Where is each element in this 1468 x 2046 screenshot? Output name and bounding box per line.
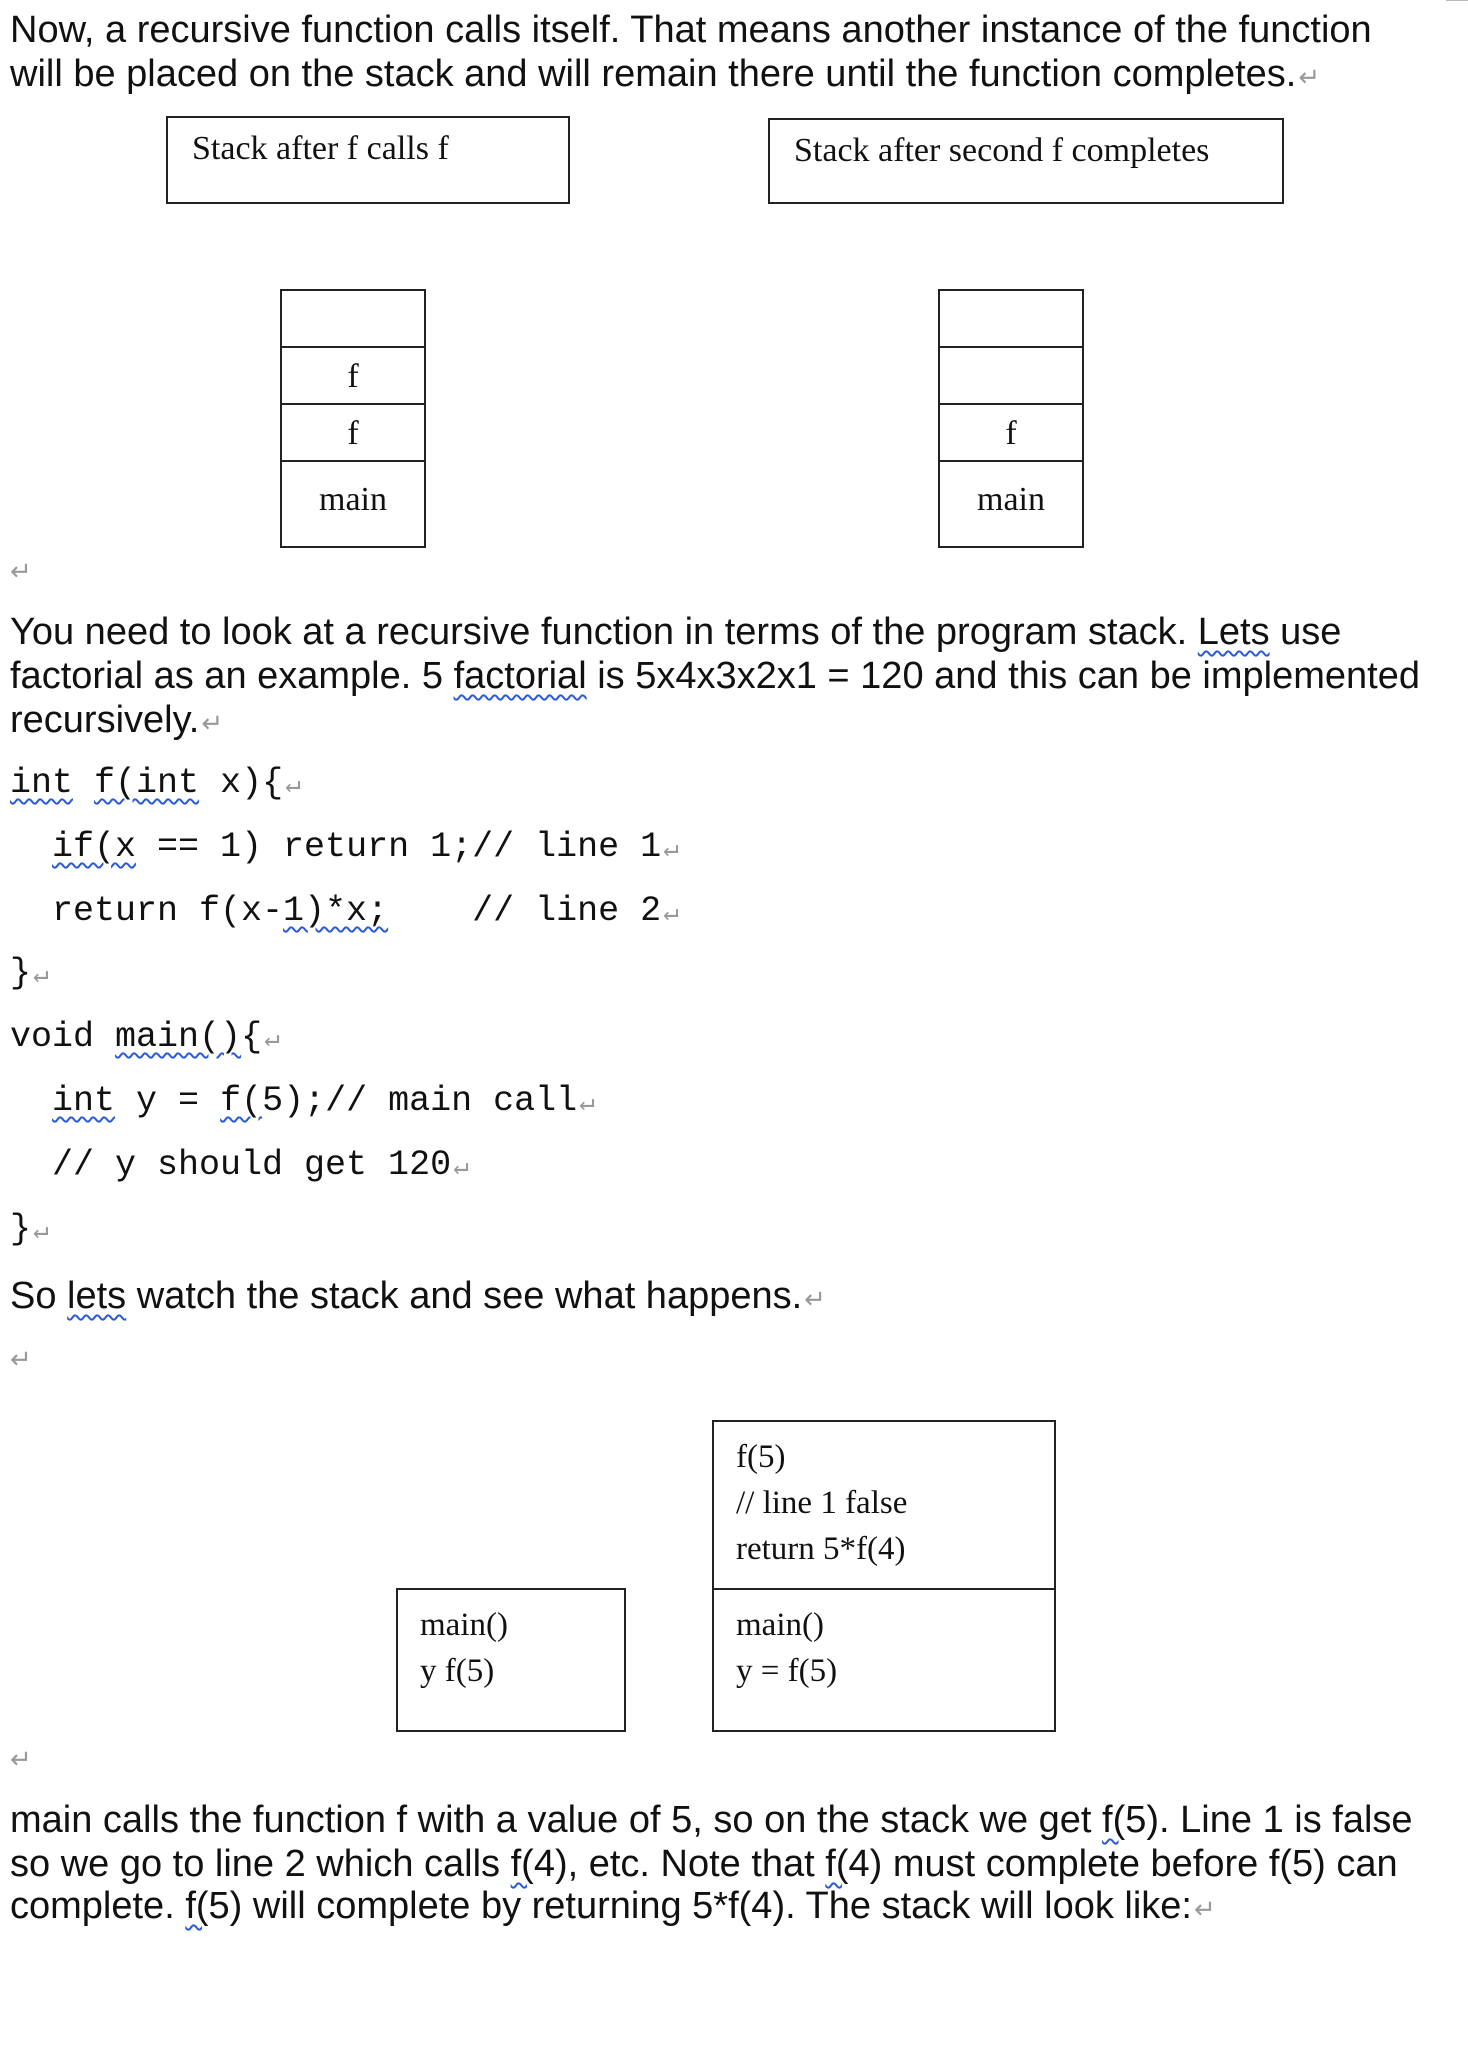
stack-frame-f5	[712, 1420, 1056, 1590]
stack-left-cell	[282, 291, 424, 348]
para2-line-3: recursively.↵	[10, 699, 224, 741]
code-line-4: }↵	[10, 953, 49, 993]
para4-line-1: main calls the function f with a value of 5, so on the stack we get f(5). Line 1 is false	[10, 1799, 1413, 1841]
paragraph-mark: ↵	[10, 556, 32, 586]
stack-left-cell: f	[282, 348, 424, 405]
stack-left	[280, 289, 426, 548]
frame-line: f(5)	[736, 1439, 786, 1475]
code-line-3: return f(x-1)*x; // line 2↵	[10, 891, 679, 931]
stack-right-cell	[940, 348, 1082, 405]
code-line-6: int y = f(5);// main call↵	[52, 1081, 595, 1121]
caption-box-left: Stack after f calls f	[166, 116, 570, 204]
stack-frame-main-right	[712, 1588, 1056, 1732]
stack-right-cell: f	[940, 405, 1082, 462]
para3: So lets watch the stack and see what happens.↵	[10, 1275, 826, 1317]
stack-frame-main-left	[396, 1588, 626, 1732]
frame-line: y = f(5)	[736, 1653, 838, 1689]
stack-right-cell: main	[977, 481, 1045, 518]
code-line-2: if(x == 1) return 1;// line 1↵	[52, 827, 679, 867]
frame-line: main()	[736, 1607, 824, 1643]
intro-line-1: Now, a recursive function calls itself. That means another instance of the function	[10, 9, 1372, 51]
para2-line-1: You need to look at a recursive function in terms of the program stack. Lets use	[10, 611, 1342, 653]
code-line-7: // y should get 120↵	[10, 1145, 469, 1185]
code-line-5: void main(){↵	[10, 1017, 280, 1057]
paragraph-mark: ↵	[10, 1744, 32, 1774]
intro-line-2: will be placed on the stack and will remain there until the function completes.↵	[10, 53, 1321, 95]
stack-left-cell: f	[282, 405, 424, 462]
stack-right-cell	[940, 291, 1082, 348]
para2-line-2: factorial as an example. 5 factorial is 5x4x3x2x1 = 120 and this can be implemented	[10, 655, 1420, 697]
frame-line: main()	[420, 1607, 508, 1643]
para4-line-3: complete. f(5) will complete by returning 5*f(4). The stack will look like:↵	[10, 1885, 1216, 1927]
stack-left-cell: main	[319, 481, 387, 518]
para4-line-2: so we go to line 2 which calls f(4), etc. Note that f(4) must complete before f(5) can	[10, 1843, 1398, 1885]
paragraph-mark: ↵	[10, 1344, 32, 1374]
frame-line: // line 1 false	[736, 1485, 908, 1521]
stack-right	[938, 289, 1084, 548]
frame-line: return 5*f(4)	[736, 1531, 906, 1567]
frame-line: y f(5)	[420, 1653, 495, 1689]
code-line-8: }↵	[10, 1209, 49, 1249]
code-line-1: int f(int x){↵	[10, 763, 301, 803]
caption-box-right: Stack after second f completes	[768, 118, 1284, 204]
page-corner-mark	[1446, 0, 1468, 5]
